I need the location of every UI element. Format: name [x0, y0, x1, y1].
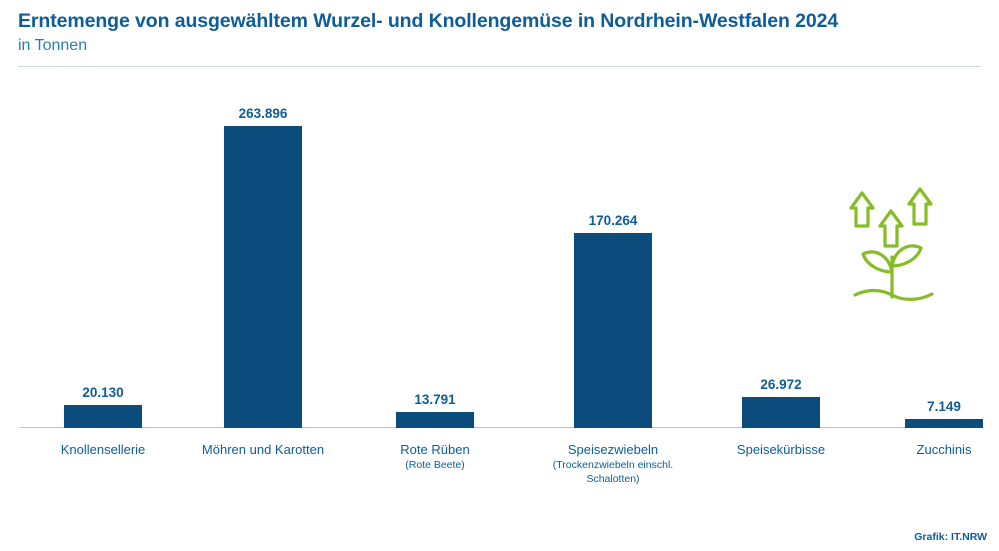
category-label-main: Rote Rüben — [400, 442, 470, 457]
bar[interactable] — [574, 233, 652, 428]
bar-group — [706, 377, 856, 428]
bar-group — [360, 392, 510, 428]
category-label-main: Speisezwiebeln — [567, 442, 659, 457]
bar-group — [538, 213, 688, 428]
category-label-sub: (Rote Beete) — [405, 459, 465, 472]
page-subtitle: in Tonnen — [18, 37, 88, 55]
category-label — [528, 442, 698, 487]
bar[interactable] — [64, 405, 142, 428]
category-label — [188, 442, 338, 458]
source-credit: Grafik: IT.NRW — [914, 531, 987, 543]
page-title: Erntemenge von ausgewähltem Wurzel- und Knollengemüse in Nordrhein-Westfalen 2024 — [18, 10, 839, 32]
chart-area — [0, 62, 999, 485]
category-label-main: Knollensellerie — [60, 442, 146, 457]
bar-plot — [20, 62, 979, 472]
category-label — [28, 442, 178, 458]
bar[interactable] — [742, 397, 820, 428]
bar[interactable] — [224, 126, 302, 428]
bar-value-label: 13.791 — [414, 392, 456, 407]
category-label — [360, 442, 510, 473]
category-label-main: Zucchinis — [916, 442, 972, 457]
bar-value-label: 26.972 — [760, 377, 802, 392]
bar[interactable] — [905, 419, 983, 428]
category-axis-labels — [20, 438, 979, 485]
category-label-main: Möhren und Karotten — [201, 442, 325, 457]
category-label — [706, 442, 856, 458]
bar-value-label: 7.149 — [927, 399, 961, 414]
bar-value-label: 20.130 — [82, 385, 124, 400]
bar-group — [869, 399, 999, 428]
bar-group — [188, 106, 338, 428]
category-label-sub: (Trockenzwiebeln einschl. Schalotten) — [552, 459, 674, 485]
category-label — [869, 442, 999, 458]
bar-group — [28, 385, 178, 428]
sprout-plant-icon — [837, 162, 947, 307]
chart-header — [0, 0, 999, 67]
bar-value-label: 170.264 — [588, 213, 638, 228]
bar[interactable] — [396, 412, 474, 428]
bar-value-label: 263.896 — [238, 106, 288, 121]
category-label-main: Speisekürbisse — [736, 442, 826, 457]
